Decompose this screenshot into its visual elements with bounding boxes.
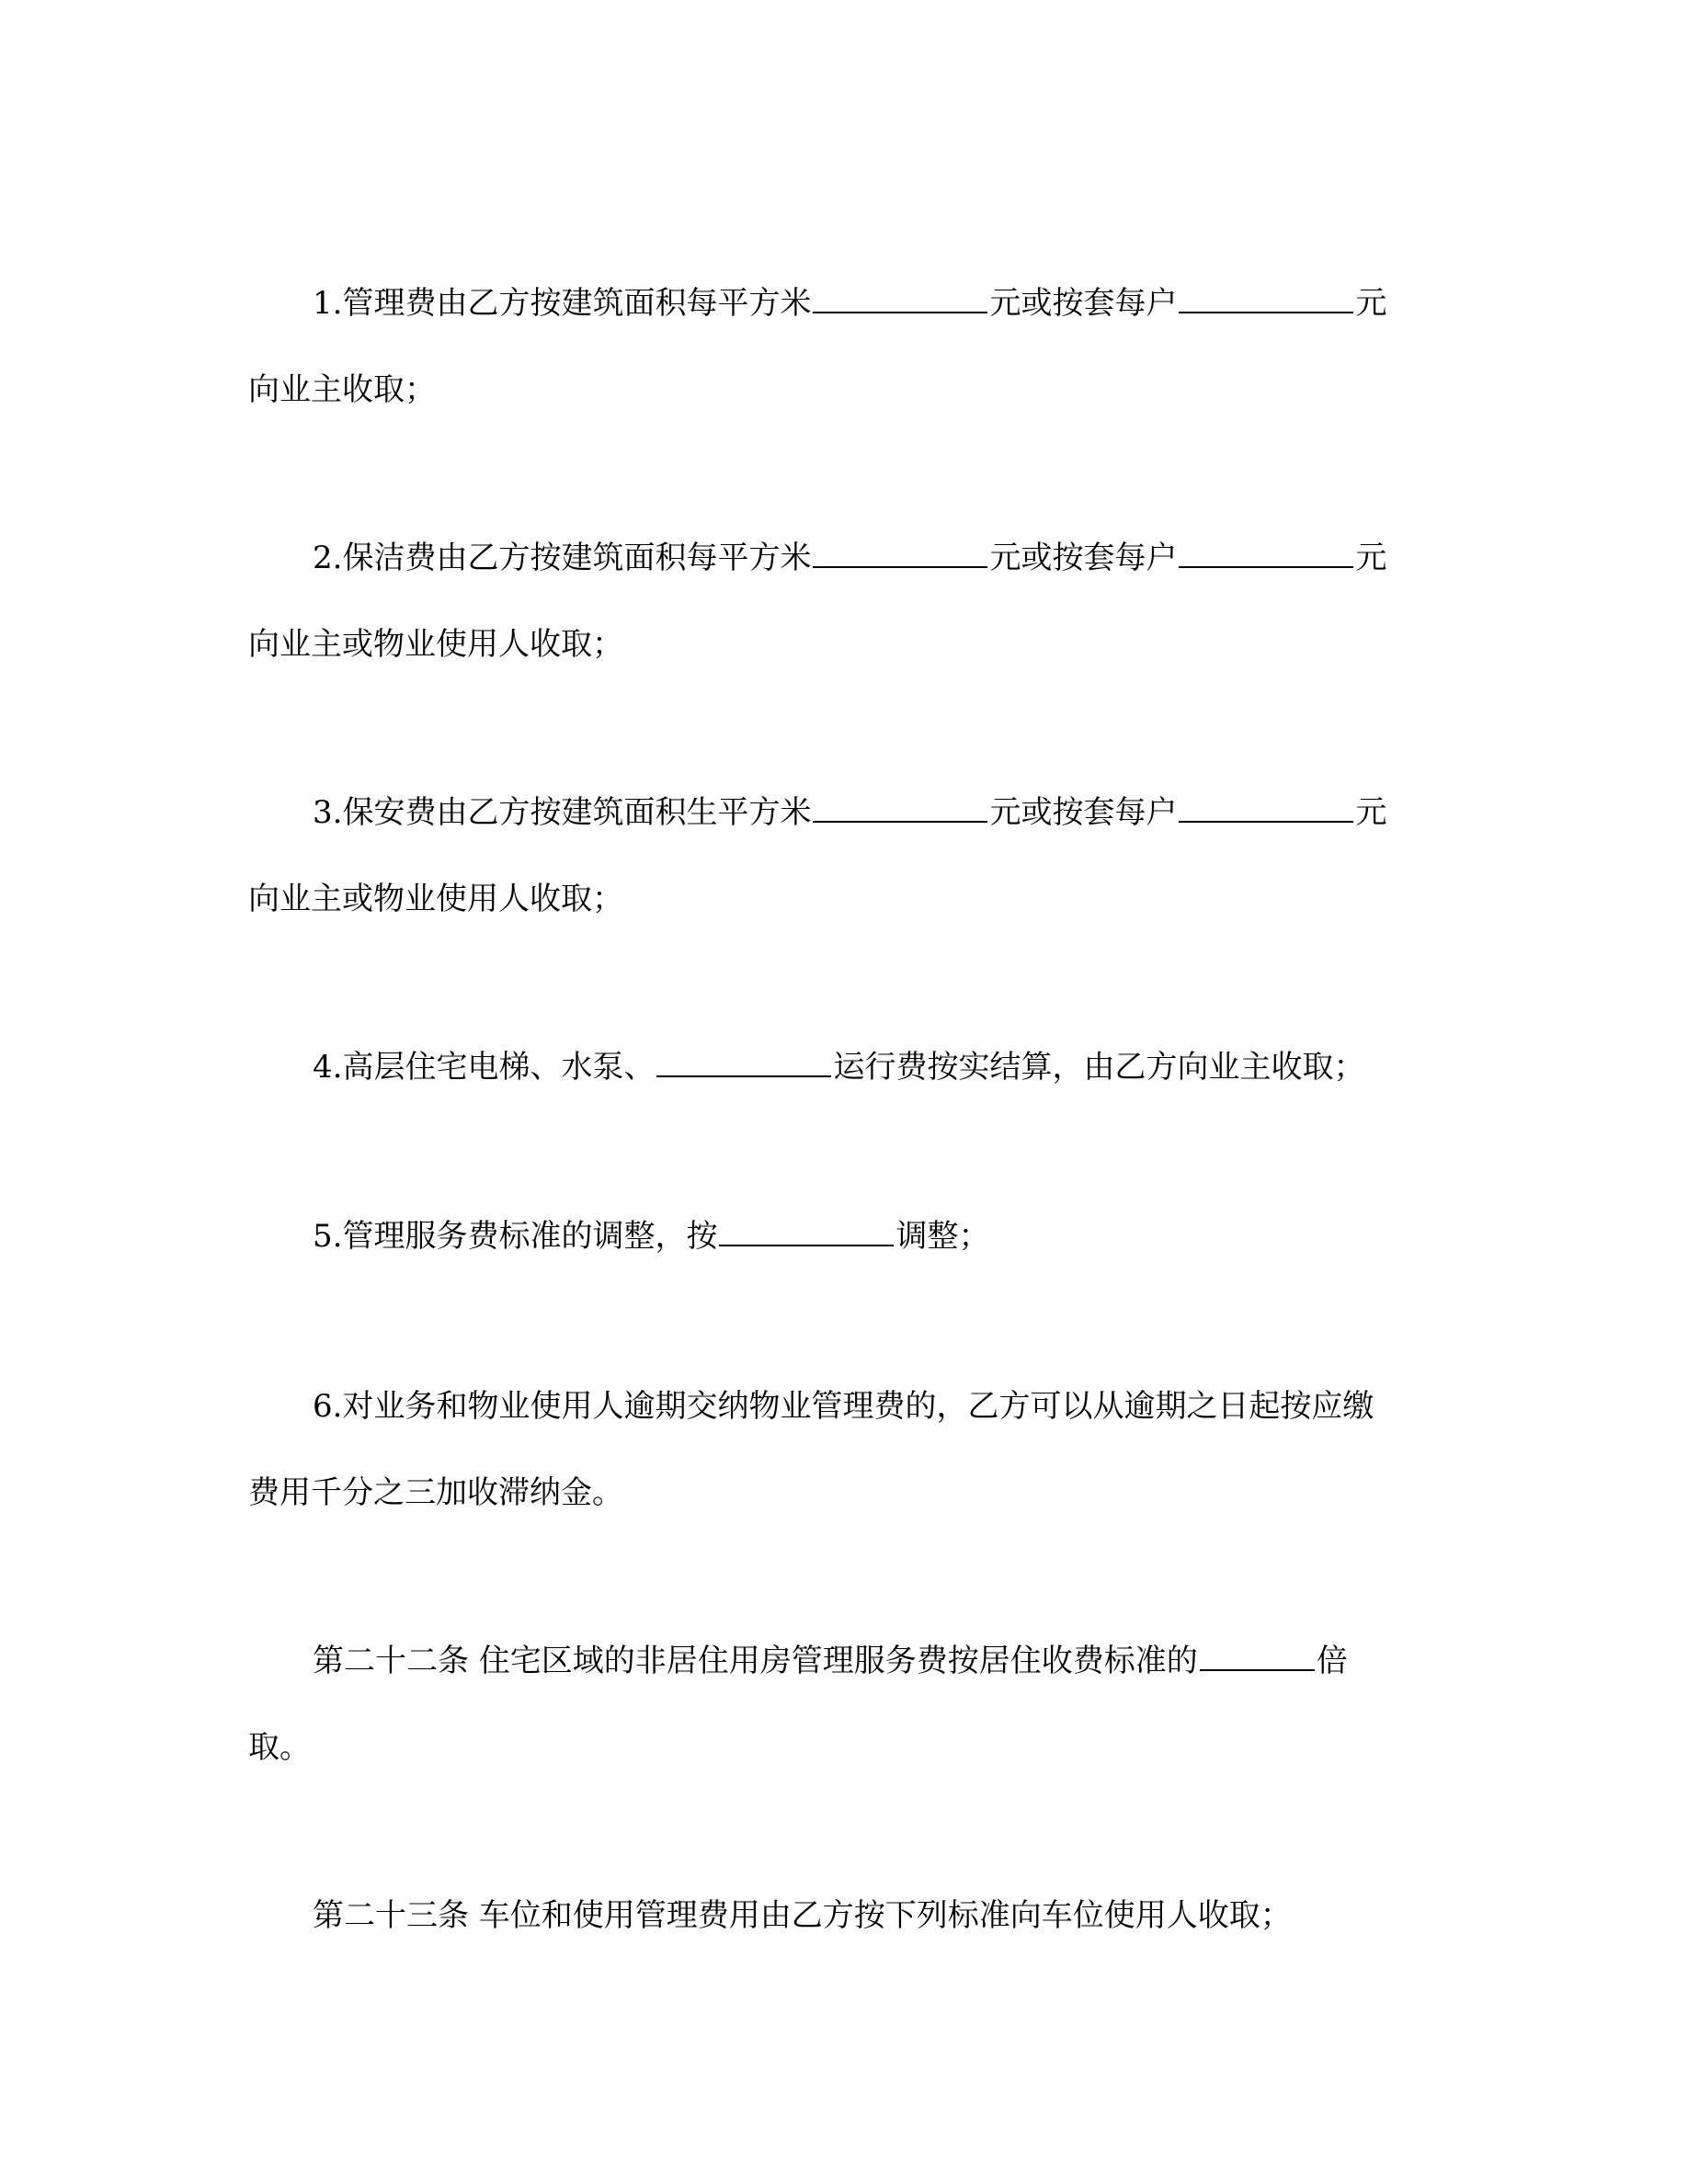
clause-1-text-d: 向业主收取； bbox=[248, 371, 436, 408]
clause-3-blank-area-rate[interactable] bbox=[813, 793, 987, 823]
clause-5-line-1 bbox=[313, 1216, 989, 1257]
clause-2-text-d: 向业主或物业使用人收取； bbox=[248, 626, 623, 663]
clause-5-text-a: 5.管理服务费标准的调整，按 bbox=[313, 1218, 718, 1255]
clause-3-text-b: 元或按套每户 bbox=[989, 794, 1178, 831]
article-23-text-a: 第二十三条 车位和使用管理费用由乙方按下列标准向车位使用人收取； bbox=[313, 1897, 1292, 1934]
clause-2-line-1 bbox=[313, 538, 1386, 578]
article-22-line-1 bbox=[313, 1641, 1348, 1681]
clause-4-line-1 bbox=[313, 1047, 1364, 1087]
article-22-text-a: 第二十二条 住宅区域的非居住用房管理服务费按居住收费标准的 bbox=[313, 1643, 1198, 1679]
clause-2-text-c: 元 bbox=[1355, 540, 1387, 576]
clause-3-text-c: 元 bbox=[1355, 794, 1387, 831]
clause-5-blank-adjustment[interactable] bbox=[719, 1217, 894, 1246]
clause-3-blank-unit-rate[interactable] bbox=[1179, 793, 1353, 823]
article-22-line-2 bbox=[248, 1727, 311, 1768]
clause-3-line-1 bbox=[313, 792, 1386, 833]
clause-3-line-2 bbox=[248, 879, 623, 919]
clause-3-text-a: 3.保安费由乙方按建筑面积生平方米 bbox=[313, 794, 812, 831]
article-22-blank-multiplier[interactable] bbox=[1200, 1642, 1315, 1671]
clause-4-blank-equipment[interactable] bbox=[656, 1048, 831, 1077]
clause-1-line-1 bbox=[313, 283, 1386, 324]
clause-6-line-1 bbox=[313, 1386, 1374, 1427]
clause-1-blank-area-rate[interactable] bbox=[813, 284, 987, 313]
article-22-text-b: 倍 bbox=[1316, 1643, 1348, 1679]
clause-5-text-b: 调整； bbox=[895, 1218, 990, 1255]
clause-4-text-a: 4.高层住宅电梯、水泵、 bbox=[313, 1049, 656, 1086]
clause-1-blank-unit-rate[interactable] bbox=[1179, 284, 1353, 313]
clause-1-text-a: 1.管理费由乙方按建筑面积每平方米 bbox=[313, 285, 812, 322]
clause-4-text-b: 运行费按实结算，由乙方向业主收取； bbox=[833, 1049, 1365, 1086]
clause-1-text-b: 元或按套每户 bbox=[989, 285, 1178, 322]
clause-1-text-c: 元 bbox=[1355, 285, 1387, 322]
clause-6-line-2 bbox=[248, 1473, 623, 1513]
clause-2-text-a: 2.保洁费由乙方按建筑面积每平方米 bbox=[313, 540, 812, 576]
clause-2-blank-area-rate[interactable] bbox=[813, 539, 987, 568]
clause-1-line-2 bbox=[248, 370, 436, 410]
clause-2-blank-unit-rate[interactable] bbox=[1179, 539, 1353, 568]
clause-6-text-a: 6.对业务和物业使用人逾期交纳物业管理费的，乙方可以从逾期之日起按应缴 bbox=[313, 1388, 1374, 1425]
clause-2-text-b: 元或按套每户 bbox=[989, 540, 1178, 576]
article-22-text-c: 取。 bbox=[248, 1729, 311, 1766]
article-23-line-1 bbox=[313, 1895, 1292, 1936]
clause-2-line-2 bbox=[248, 624, 623, 665]
clause-3-text-d: 向业主或物业使用人收取； bbox=[248, 881, 623, 917]
clause-6-text-b: 费用千分之三加收滞纳金。 bbox=[248, 1474, 623, 1511]
